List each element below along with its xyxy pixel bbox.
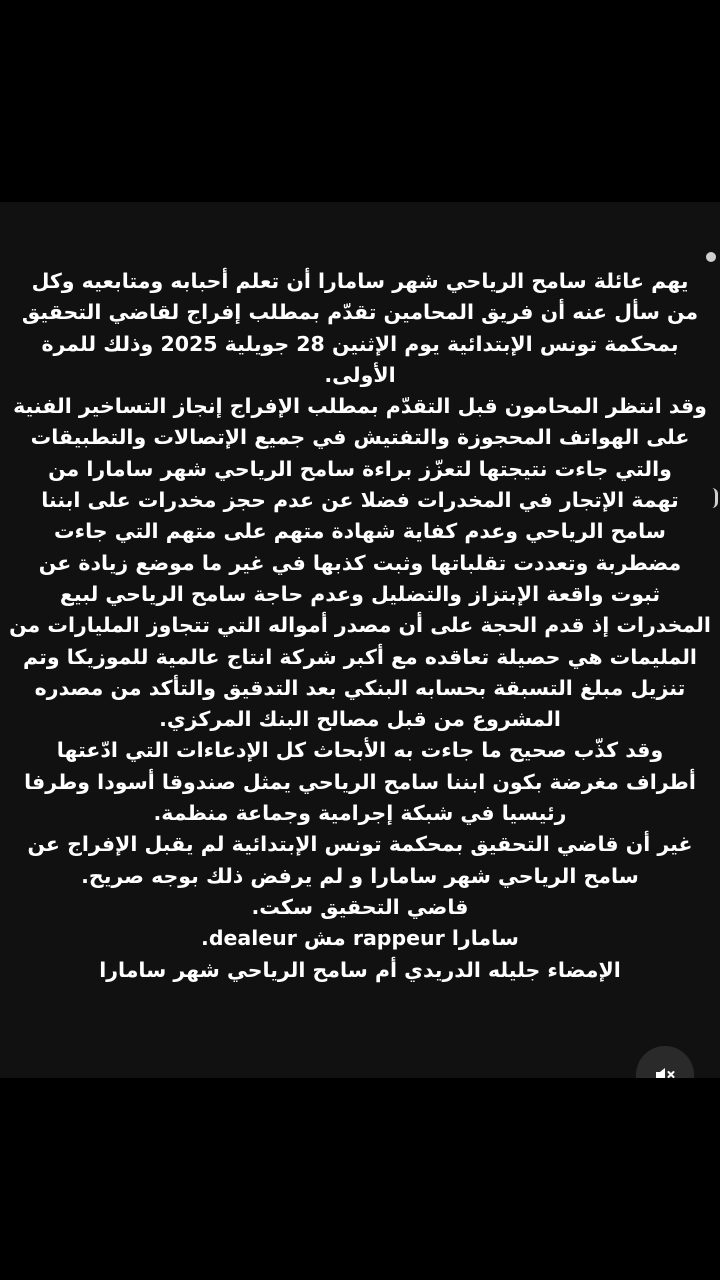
statement-line: يهم عائلة سامح الرياحي شهر سامارا أن تعلم أحبابه ومتابعيه وكل	[31, 269, 689, 293]
statement-line: المشروع من قبل مصالح البنك المركزي.	[159, 707, 561, 732]
mute-button[interactable]	[636, 1046, 694, 1078]
statement-line: سامح الرياحي وعدم كفاية شهادة متهم على متهم التي جاءت	[54, 519, 666, 544]
top-letterbox	[0, 0, 720, 202]
statement-line: سامح الرياحي شهر سامارا و لم يرفض ذلك بوجه صريح.	[81, 863, 639, 888]
statement-line: أطراف مغرضة بكون ابننا سامح الرياحي يمثل صندوقا أسودا وطرفا	[24, 769, 696, 794]
edge-dot	[706, 252, 716, 262]
statement-line: غير أن قاضي التحقيق بمحكمة تونس الإبتدائية لم يقبل الإفراج عن	[27, 832, 693, 857]
statement-line: ثبوت واقعة الإبتزاز والتضليل وعدم حاجة سامح الرياحي لبيع	[59, 581, 661, 606]
statement-line: المخدرات إذ قدم الحجة على أن مصدر أمواله التي تتجاوز المليارات من	[9, 613, 711, 638]
speaker-muted-icon	[653, 1063, 677, 1078]
family-statement-text	[6, 266, 714, 986]
statement-line: على الهواتف المحجوزة والتفتيش في جميع الإتصالات والتطبيقات	[30, 425, 690, 450]
statement-line: الإمضاء جليله الدريدي أم سامح الرياحي شهر سامارا	[99, 957, 621, 982]
statement-line: من سأل عنه أن فريق المحامين تقدّم بمطلب إفراج لقاضي التحقيق	[21, 300, 699, 325]
statement-line: تنزيل مبلغ التسبقة بحسابه البنكي بعد التدقيق والتأكد من مصدره	[34, 675, 686, 700]
statement-line: قاضي التحقيق سكت.	[251, 894, 469, 919]
statement-line: المليمات هي حصيلة تعاقده مع أكبر شركة انتاج عالمية للموزيكا وتم	[23, 644, 697, 669]
statement-line: بمحكمة تونس الإبتدائية يوم الإثنين 28 جويلية 2025 وذلك للمرة	[41, 331, 679, 356]
story-media-frame[interactable]	[0, 202, 720, 1078]
statement-line: والتي جاءت نتيجتها لتعزّز براءة سامح الرياحي شهر سامارا من	[48, 456, 672, 481]
statement-line: سامارا rappeur مش dealeur.	[201, 926, 519, 951]
statement-line: وقد كذّب صحيح ما جاءت به الأبحاث كل الإدعاءات التي ادّعتها	[56, 738, 664, 763]
statement-line: تهمة الإتجار في المخدرات فضلا عن عدم حجز مخدرات على ابننا	[41, 488, 679, 513]
statement-line: وقد انتظر المحامون قبل التقدّم بمطلب الإفراج إنجاز التساخير الفنية	[13, 394, 707, 419]
statement-line: الأولى.	[324, 362, 396, 387]
statement-line: مضطربة وتعددت تقلباتها وثبت كذبها في غير ما موضع زيادة عن	[38, 550, 682, 575]
bottom-letterbox	[0, 1078, 720, 1280]
statement-line: رئيسيا في شبكة إجرامية وجماعة منظمة.	[153, 801, 567, 826]
